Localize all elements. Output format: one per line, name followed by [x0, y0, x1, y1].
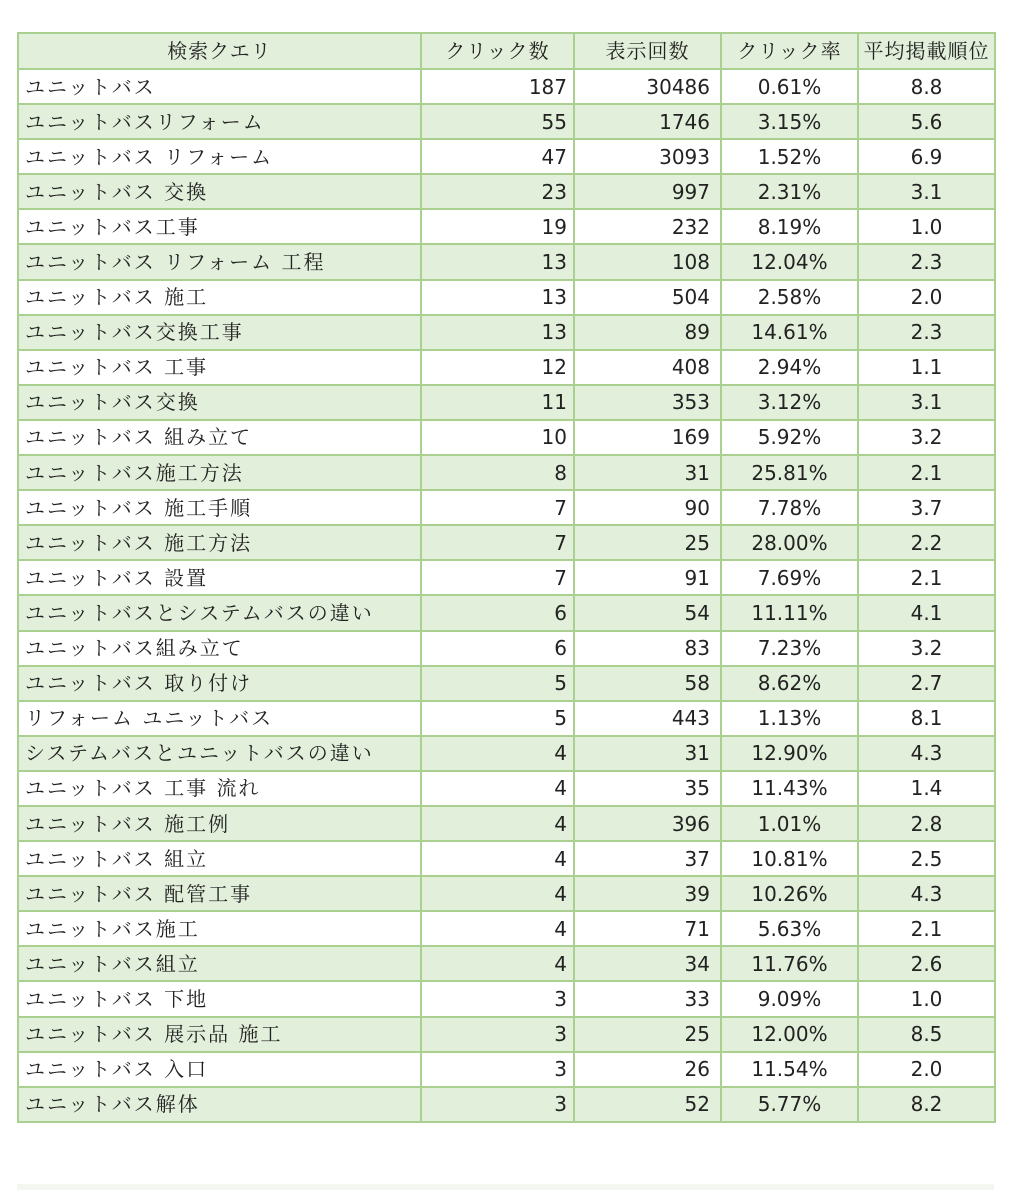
cell-ctr: 1.13% — [721, 701, 858, 736]
cell-position: 1.1 — [858, 350, 995, 385]
header-query: 検索クエリ — [18, 33, 421, 69]
cell-position: 3.2 — [858, 420, 995, 455]
cell-query: ユニットバス 施工 — [18, 280, 421, 315]
table-row — [18, 981, 995, 1016]
cell-ctr: 12.04% — [721, 244, 858, 279]
table-row — [18, 666, 995, 701]
cell-ctr: 25.81% — [721, 455, 858, 490]
cell-impressions: 54 — [574, 595, 721, 630]
search-query-table-container — [17, 32, 994, 1123]
table-row — [18, 244, 995, 279]
cell-position: 2.1 — [858, 911, 995, 946]
cell-position: 2.3 — [858, 244, 995, 279]
cell-ctr: 7.78% — [721, 490, 858, 525]
cell-position: 8.2 — [858, 1087, 995, 1122]
cell-ctr: 7.23% — [721, 631, 858, 666]
cell-impressions: 408 — [574, 350, 721, 385]
cell-impressions: 71 — [574, 911, 721, 946]
cell-impressions: 90 — [574, 490, 721, 525]
cell-ctr: 11.43% — [721, 771, 858, 806]
cell-impressions: 91 — [574, 560, 721, 595]
table-row — [18, 946, 995, 981]
cell-impressions: 26 — [574, 1052, 721, 1087]
cell-position: 3.7 — [858, 490, 995, 525]
cell-impressions: 58 — [574, 666, 721, 701]
cell-clicks: 4 — [421, 771, 574, 806]
cell-position: 6.9 — [858, 139, 995, 174]
cell-position: 4.1 — [858, 595, 995, 630]
table-row — [18, 595, 995, 630]
cell-query: ユニットバス 工事 流れ — [18, 771, 421, 806]
table-row — [18, 385, 995, 420]
cell-query: ユニットバス組み立て — [18, 631, 421, 666]
cell-query: ユニットバス 配管工事 — [18, 876, 421, 911]
cell-clicks: 6 — [421, 595, 574, 630]
cell-position: 1.0 — [858, 981, 995, 1016]
cell-position: 8.1 — [858, 701, 995, 736]
cell-ctr: 10.26% — [721, 876, 858, 911]
cell-clicks: 47 — [421, 139, 574, 174]
cell-position: 2.5 — [858, 841, 995, 876]
cell-clicks: 5 — [421, 666, 574, 701]
cell-ctr: 7.69% — [721, 560, 858, 595]
cell-clicks: 11 — [421, 385, 574, 420]
cell-impressions: 39 — [574, 876, 721, 911]
cell-ctr: 14.61% — [721, 315, 858, 350]
cell-clicks: 23 — [421, 174, 574, 209]
cell-ctr: 5.63% — [721, 911, 858, 946]
cell-position: 8.8 — [858, 69, 995, 104]
cell-query: ユニットバス — [18, 69, 421, 104]
cell-query: ユニットバス 施工手順 — [18, 490, 421, 525]
cell-query: ユニットバス交換工事 — [18, 315, 421, 350]
cell-impressions: 169 — [574, 420, 721, 455]
cell-position: 4.3 — [858, 736, 995, 771]
cell-clicks: 7 — [421, 490, 574, 525]
cell-impressions: 34 — [574, 946, 721, 981]
cell-ctr: 3.15% — [721, 104, 858, 139]
cell-position: 2.1 — [858, 560, 995, 595]
cell-position: 3.1 — [858, 174, 995, 209]
cell-clicks: 7 — [421, 560, 574, 595]
header-row — [18, 33, 995, 69]
cell-ctr: 12.00% — [721, 1017, 858, 1052]
cell-position: 2.1 — [858, 455, 995, 490]
cell-clicks: 3 — [421, 1052, 574, 1087]
cell-impressions: 52 — [574, 1087, 721, 1122]
table-header — [18, 33, 995, 69]
cell-clicks: 10 — [421, 420, 574, 455]
table-row — [18, 911, 995, 946]
cell-impressions: 3093 — [574, 139, 721, 174]
cell-query: ユニットバス 展示品 施工 — [18, 1017, 421, 1052]
table-row — [18, 69, 995, 104]
cell-impressions: 504 — [574, 280, 721, 315]
cell-query: システムバスとユニットバスの違い — [18, 736, 421, 771]
cell-clicks: 4 — [421, 876, 574, 911]
cell-ctr: 2.58% — [721, 280, 858, 315]
cell-position: 3.1 — [858, 385, 995, 420]
table-row — [18, 104, 995, 139]
cell-impressions: 31 — [574, 455, 721, 490]
cell-query: ユニットバス解体 — [18, 1087, 421, 1122]
cell-query: ユニットバス 組み立て — [18, 420, 421, 455]
cell-clicks: 13 — [421, 244, 574, 279]
cell-ctr: 8.62% — [721, 666, 858, 701]
table-row — [18, 806, 995, 841]
cell-clicks: 6 — [421, 631, 574, 666]
cell-impressions: 396 — [574, 806, 721, 841]
table-row — [18, 631, 995, 666]
cell-query: ユニットバス 組立 — [18, 841, 421, 876]
cell-query: ユニットバス 設置 — [18, 560, 421, 595]
cell-position: 3.2 — [858, 631, 995, 666]
cell-query: ユニットバス 交換 — [18, 174, 421, 209]
cell-query: リフォーム ユニットバス — [18, 701, 421, 736]
cell-ctr: 12.90% — [721, 736, 858, 771]
cell-clicks: 4 — [421, 841, 574, 876]
cell-ctr: 11.11% — [721, 595, 858, 630]
cell-impressions: 25 — [574, 525, 721, 560]
cell-position: 2.7 — [858, 666, 995, 701]
cell-query: ユニットバスとシステムバスの違い — [18, 595, 421, 630]
header-clicks: クリック数 — [421, 33, 574, 69]
cell-query: ユニットバス施工 — [18, 911, 421, 946]
cell-ctr: 1.52% — [721, 139, 858, 174]
cell-position: 2.0 — [858, 280, 995, 315]
header-ctr: クリック率 — [721, 33, 858, 69]
cell-impressions: 89 — [574, 315, 721, 350]
cell-ctr: 8.19% — [721, 209, 858, 244]
table-row — [18, 701, 995, 736]
cell-ctr: 9.09% — [721, 981, 858, 1016]
cell-query: ユニットバス交換 — [18, 385, 421, 420]
table-row — [18, 876, 995, 911]
cell-position: 1.4 — [858, 771, 995, 806]
table-row — [18, 209, 995, 244]
cell-position: 4.3 — [858, 876, 995, 911]
cell-position: 2.6 — [858, 946, 995, 981]
cell-position: 2.0 — [858, 1052, 995, 1087]
cell-impressions: 353 — [574, 385, 721, 420]
cell-clicks: 4 — [421, 736, 574, 771]
cell-query: ユニットバス リフォーム — [18, 139, 421, 174]
bottom-shade — [17, 1184, 994, 1190]
cell-ctr: 28.00% — [721, 525, 858, 560]
table-row — [18, 420, 995, 455]
cell-query: ユニットバス 取り付け — [18, 666, 421, 701]
cell-clicks: 13 — [421, 315, 574, 350]
cell-clicks: 187 — [421, 69, 574, 104]
cell-impressions: 232 — [574, 209, 721, 244]
cell-query: ユニットバス 入口 — [18, 1052, 421, 1087]
cell-impressions: 37 — [574, 841, 721, 876]
cell-clicks: 7 — [421, 525, 574, 560]
cell-ctr: 0.61% — [721, 69, 858, 104]
cell-query: ユニットバス施工方法 — [18, 455, 421, 490]
table-row — [18, 139, 995, 174]
cell-clicks: 3 — [421, 981, 574, 1016]
cell-ctr: 11.76% — [721, 946, 858, 981]
cell-clicks: 3 — [421, 1017, 574, 1052]
cell-impressions: 443 — [574, 701, 721, 736]
table-row — [18, 174, 995, 209]
header-position: 平均掲載順位 — [858, 33, 995, 69]
table-row — [18, 771, 995, 806]
cell-clicks: 4 — [421, 946, 574, 981]
cell-position: 2.2 — [858, 525, 995, 560]
cell-impressions: 30486 — [574, 69, 721, 104]
cell-clicks: 4 — [421, 806, 574, 841]
cell-clicks: 19 — [421, 209, 574, 244]
table-row — [18, 455, 995, 490]
cell-impressions: 31 — [574, 736, 721, 771]
cell-impressions: 83 — [574, 631, 721, 666]
cell-impressions: 35 — [574, 771, 721, 806]
table-row — [18, 490, 995, 525]
cell-clicks: 55 — [421, 104, 574, 139]
cell-position: 5.6 — [858, 104, 995, 139]
table-row — [18, 560, 995, 595]
cell-impressions: 25 — [574, 1017, 721, 1052]
table-row — [18, 841, 995, 876]
cell-clicks: 3 — [421, 1087, 574, 1122]
cell-query: ユニットバスリフォーム — [18, 104, 421, 139]
table-row — [18, 736, 995, 771]
cell-impressions: 1746 — [574, 104, 721, 139]
cell-clicks: 13 — [421, 280, 574, 315]
table-row — [18, 1087, 995, 1122]
cell-query: ユニットバス工事 — [18, 209, 421, 244]
table-body — [18, 69, 995, 1122]
cell-clicks: 4 — [421, 911, 574, 946]
table-row — [18, 280, 995, 315]
cell-query: ユニットバス 施工例 — [18, 806, 421, 841]
cell-position: 2.3 — [858, 315, 995, 350]
table-row — [18, 350, 995, 385]
cell-query: ユニットバス 工事 — [18, 350, 421, 385]
table-row — [18, 525, 995, 560]
cell-clicks: 5 — [421, 701, 574, 736]
search-query-table — [17, 32, 996, 1123]
cell-impressions: 33 — [574, 981, 721, 1016]
cell-ctr: 2.31% — [721, 174, 858, 209]
cell-query: ユニットバス組立 — [18, 946, 421, 981]
cell-ctr: 10.81% — [721, 841, 858, 876]
table-row — [18, 1017, 995, 1052]
cell-impressions: 997 — [574, 174, 721, 209]
cell-clicks: 12 — [421, 350, 574, 385]
cell-query: ユニットバス 下地 — [18, 981, 421, 1016]
cell-query: ユニットバス リフォーム 工程 — [18, 244, 421, 279]
table-row — [18, 315, 995, 350]
header-impressions: 表示回数 — [574, 33, 721, 69]
cell-ctr: 11.54% — [721, 1052, 858, 1087]
cell-ctr: 5.77% — [721, 1087, 858, 1122]
cell-ctr: 2.94% — [721, 350, 858, 385]
cell-ctr: 3.12% — [721, 385, 858, 420]
cell-ctr: 5.92% — [721, 420, 858, 455]
table-row — [18, 1052, 995, 1087]
cell-ctr: 1.01% — [721, 806, 858, 841]
cell-position: 1.0 — [858, 209, 995, 244]
cell-position: 8.5 — [858, 1017, 995, 1052]
cell-impressions: 108 — [574, 244, 721, 279]
cell-position: 2.8 — [858, 806, 995, 841]
cell-clicks: 8 — [421, 455, 574, 490]
cell-query: ユニットバス 施工方法 — [18, 525, 421, 560]
